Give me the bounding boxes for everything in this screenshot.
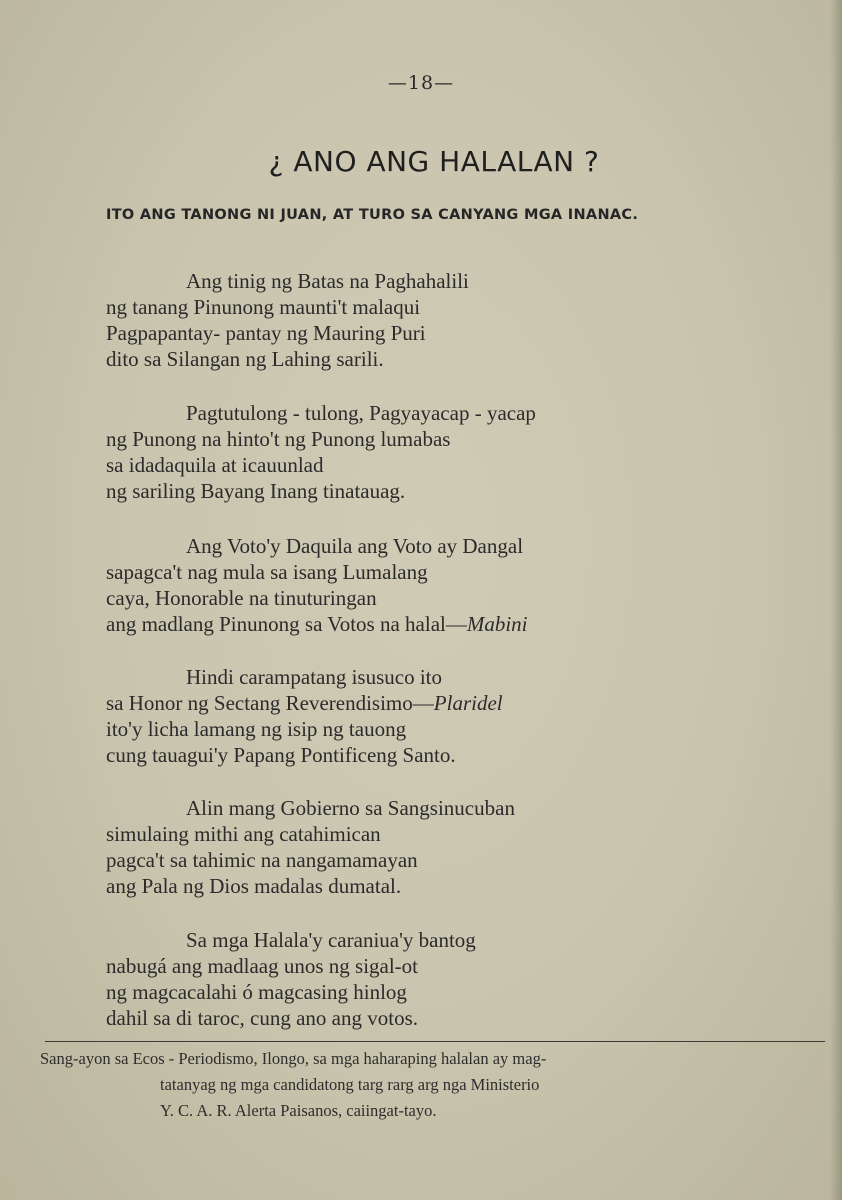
stanza-line: simulaing mithi ang catahimican [106, 822, 381, 846]
page-title: ¿ ANO ANG HALALAN ? [268, 145, 600, 178]
stanza-line [106, 611, 746, 637]
stanza-line: Pagpapantay- pantay ng Mauring Puri [106, 321, 426, 345]
stanza-line: pagca't sa tahimic na nangamamayan [106, 848, 418, 872]
stanza-line: ng sariling Bayang Inang tinatauag. [106, 479, 406, 503]
stanza-line-text: ang madlang Pinunong sa Votos na halal— [106, 612, 467, 636]
footnote-line: Y. C. A. R. Alerta Paisanos, caiingat-tayo. [160, 1101, 437, 1120]
stanza-line: caya, Honorable na tinuturingan [106, 586, 377, 610]
stanza-line: Sa mga Halala'y caraniua'y bantog [186, 928, 476, 952]
page-number: —18— [387, 72, 455, 94]
stanza-2 [106, 400, 746, 504]
stanza-6 [106, 927, 746, 1031]
stanza-line: sa idadaquila at icauunlad [106, 453, 324, 477]
attribution-mabini: Mabini [466, 612, 528, 636]
stanza-4 [106, 664, 746, 768]
stanza-line: Ang tinig ng Batas na Paghahalili [186, 269, 469, 293]
stanza-1 [106, 268, 746, 372]
footnote-line: Sang-ayon sa Ecos - Periodismo, Ilongo, sa mga haharaping halalan ay mag- [40, 1049, 547, 1068]
stanza-line: cung tauagui'y Papang Pontificeng Santo. [106, 743, 456, 767]
page-edge-shadow [830, 0, 842, 1200]
stanza-line: dito sa Silangan ng Lahing sarili. [106, 347, 384, 371]
stanza-line: Pagtutulong - tulong, Pagyayacap - yacap [186, 401, 536, 425]
footnote-divider [45, 1041, 825, 1042]
stanza-line: ang Pala ng Dios madalas dumatal. [106, 874, 402, 898]
stanza-line: ng magcacalahi ó magcasing hinlog [106, 980, 407, 1004]
stanza-line: ito'y licha lamang ng isip ng tauong [106, 717, 407, 741]
stanza-line: Ang Voto'y Daquila ang Voto ay Dangal [186, 534, 524, 558]
stanza-line: Alin mang Gobierno sa Sangsinucuban [186, 796, 515, 820]
stanza-line-text: sa Honor ng Sectang Reverendisimo— [106, 691, 434, 715]
stanza-3 [106, 533, 746, 637]
stanza-line: sapagca't nag mula sa isang Lumalang [106, 560, 428, 584]
stanza-line: Hindi carampatang isusuco ito [186, 665, 443, 689]
stanza-5 [106, 795, 746, 899]
attribution-plaridel: Plaridel [433, 691, 503, 715]
stanza-line [106, 690, 746, 716]
stanza-line: dahil sa di taroc, cung ano ang votos. [106, 1006, 419, 1030]
stanza-line: ng Punong na hinto't ng Punong lumabas [106, 427, 451, 451]
stanza-line: ng tanang Pinunong maunti't malaqui [106, 295, 421, 319]
subtitle: ITO ANG TANONG NI JUAN, AT TURO SA CANYANG MGA INANAC. [106, 207, 639, 223]
stanza-line: nabugá ang madlaag unos ng sigal-ot [106, 954, 419, 978]
footnote-line: tatanyag ng mga candidatong targ rarg arg nga Ministerio [160, 1075, 540, 1094]
